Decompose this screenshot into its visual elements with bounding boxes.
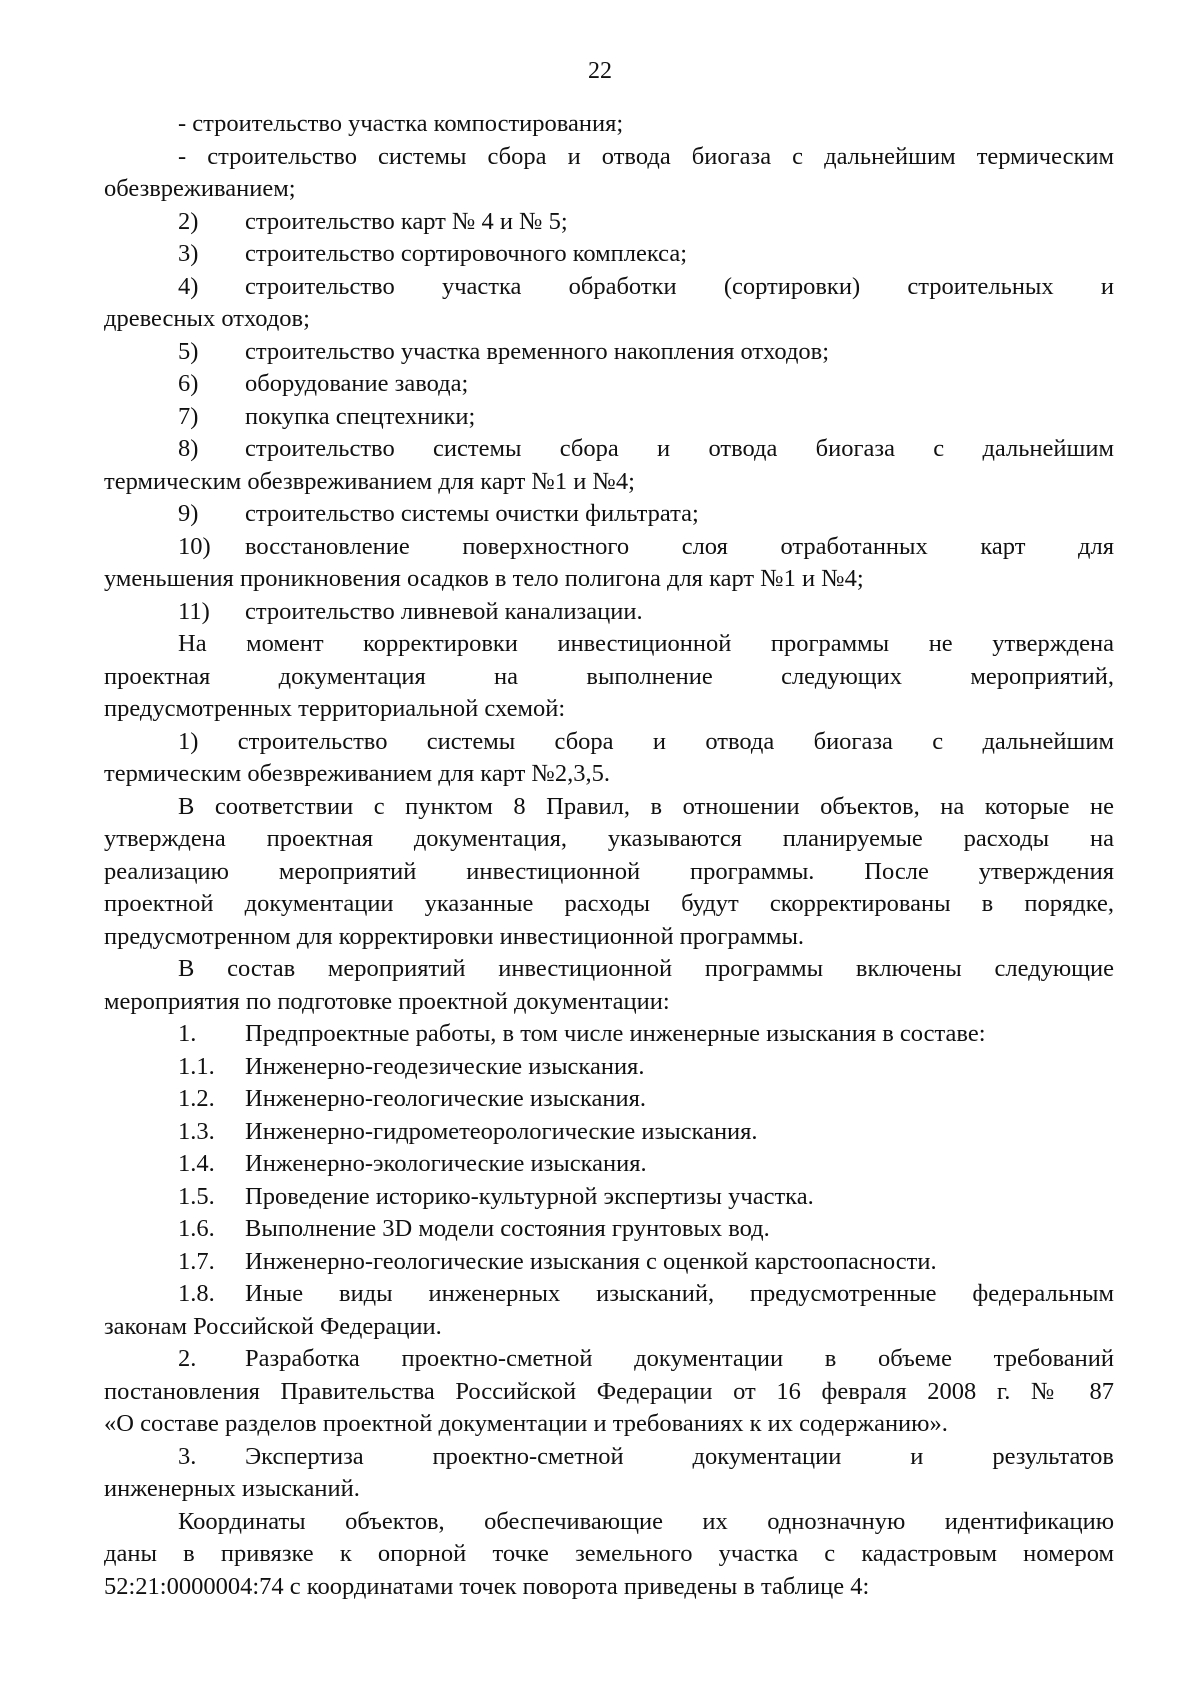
list-text: строительство системы очистки фильтрата; bbox=[245, 500, 699, 527]
list-item bbox=[104, 1246, 1114, 1279]
text-line: - строительство участка компостирования; bbox=[178, 110, 624, 137]
text-line: проектная документация на выполнение следующих мероприятий, bbox=[104, 662, 1114, 690]
document-body bbox=[104, 108, 1114, 1603]
list-number: 2. bbox=[178, 1345, 197, 1372]
text-line: обезвреживанием; bbox=[104, 175, 296, 202]
list-item bbox=[104, 596, 1114, 629]
list-number: 5) bbox=[178, 337, 199, 365]
text-line: уменьшения проникновения осадков в тело полигона для карт №1 и №4; bbox=[104, 565, 864, 592]
list-text: строительство участка временного накопления отходов; bbox=[245, 337, 830, 365]
list-item bbox=[104, 531, 1114, 564]
text-line: В состав мероприятий инвестиционной программы включены следующие bbox=[178, 955, 1114, 982]
text-line: утверждена проектная документация, указываются планируемые расходы на bbox=[104, 825, 1114, 852]
list-number: 11) bbox=[178, 597, 210, 625]
list-item bbox=[104, 1181, 1114, 1214]
text-line: древесных отходов; bbox=[104, 305, 310, 332]
list-text: строительство сортировочного комплекса; bbox=[245, 240, 688, 267]
text-line: постановления Правительства Российской Федерации от 16 февраля 2008 г. № 87 bbox=[104, 1377, 1114, 1405]
list-number: 1.2. bbox=[178, 1085, 215, 1112]
list-number: 1.3. bbox=[178, 1117, 215, 1145]
list-text: Предпроектные работы, в том числе инженерные изыскания в составе: bbox=[245, 1020, 986, 1047]
list-text: Инженерно-геологические изыскания. bbox=[245, 1085, 647, 1112]
text-line: инженерных изысканий. bbox=[104, 1475, 360, 1502]
list-number: 1. bbox=[178, 1020, 197, 1047]
list-item bbox=[104, 1213, 1114, 1246]
text-line: - строительство системы сбора и отвода биогаза с дальнейшим термическим bbox=[178, 142, 1114, 170]
text-line: термическим обезвреживанием для карт №2,3,5. bbox=[104, 760, 610, 787]
list-number: 4) bbox=[178, 272, 199, 300]
list-number: 6) bbox=[178, 370, 199, 397]
list-text: строительство ливневой канализации. bbox=[245, 597, 643, 625]
list-number: 8) bbox=[178, 435, 199, 462]
list-item bbox=[104, 336, 1114, 369]
list-text: строительство карт № 4 и № 5; bbox=[245, 207, 568, 235]
list-text: Инженерно-гидрометеорологические изыскания. bbox=[245, 1117, 758, 1145]
list-item bbox=[104, 206, 1114, 239]
text-line: проектной документации указанные расходы будут скорректированы в порядке, bbox=[104, 890, 1114, 917]
page-number: 22 bbox=[588, 58, 612, 84]
list-text: строительство системы сбора и отвода биогаза с дальнейшим bbox=[245, 435, 1114, 462]
list-number: 1.5. bbox=[178, 1182, 215, 1210]
list-number: 3) bbox=[178, 240, 199, 267]
list-item bbox=[104, 401, 1114, 434]
list-text: Экспертиза проектно-сметной документации и результатов bbox=[245, 1442, 1114, 1470]
list-number: 1.4. bbox=[178, 1150, 215, 1177]
list-text: Разработка проектно-сметной документации в объеме требований bbox=[245, 1345, 1114, 1372]
list-number: 7) bbox=[178, 402, 199, 430]
list-text: Инженерно-экологические изыскания. bbox=[245, 1150, 647, 1177]
list-number: 2) bbox=[178, 207, 199, 235]
list-text: Иные виды инженерных изысканий, предусмотренные федеральным bbox=[245, 1280, 1114, 1307]
text-line: предусмотренных территориальной схемой: bbox=[104, 695, 566, 722]
list-item bbox=[104, 271, 1114, 304]
text-line: «О составе разделов проектной документации и требованиях к их содержанию». bbox=[104, 1410, 948, 1437]
text-line: 1) строительство системы сбора и отвода биогаза с дальнейшим bbox=[178, 727, 1114, 755]
list-text: покупка спецтехники; bbox=[245, 402, 476, 430]
list-text: строительство участка обработки (сортировки) строительных и bbox=[245, 272, 1114, 300]
list-number: 1.6. bbox=[178, 1215, 215, 1242]
list-item bbox=[104, 1083, 1114, 1116]
list-text: Проведение историко-культурной экспертизы участка. bbox=[245, 1182, 814, 1210]
list-item bbox=[104, 498, 1114, 531]
list-number: 1.8. bbox=[178, 1280, 215, 1307]
list-text: Инженерно-геологические изыскания с оценкой карстоопасности. bbox=[245, 1247, 937, 1275]
list-text: восстановление поверхностного слоя отработанных карт для bbox=[245, 532, 1114, 560]
list-item bbox=[104, 1343, 1114, 1376]
list-item bbox=[104, 1116, 1114, 1149]
list-number: 10) bbox=[178, 532, 211, 560]
list-item bbox=[104, 1051, 1114, 1084]
list-number: 1.7. bbox=[178, 1247, 215, 1275]
list-item bbox=[104, 433, 1114, 466]
text-line: законам Российской Федерации. bbox=[104, 1312, 442, 1340]
text-line: На момент корректировки инвестиционной программы не утверждена bbox=[178, 630, 1114, 657]
list-text: Выполнение 3D модели состояния грунтовых вод. bbox=[245, 1215, 770, 1242]
text-line: 52:21:0000004:74 с координатами точек поворота приведены в таблице 4: bbox=[104, 1572, 870, 1600]
list-text: Инженерно-геодезические изыскания. bbox=[245, 1052, 645, 1080]
list-text: оборудование завода; bbox=[245, 370, 469, 397]
list-number: 3. bbox=[178, 1442, 197, 1470]
list-item bbox=[104, 238, 1114, 271]
list-item bbox=[104, 1441, 1114, 1474]
list-item bbox=[104, 1018, 1114, 1051]
text-line: мероприятия по подготовке проектной документации: bbox=[104, 987, 670, 1015]
text-line: Координаты объектов, обеспечивающие их однозначную идентификацию bbox=[178, 1507, 1114, 1535]
list-item bbox=[104, 1278, 1114, 1311]
list-number: 1.1. bbox=[178, 1052, 215, 1080]
list-number: 9) bbox=[178, 500, 199, 527]
text-line: предусмотренном для корректировки инвестиционной программы. bbox=[104, 922, 805, 950]
text-line: В соответствии с пунктом 8 Правил, в отношении объектов, на которые не bbox=[178, 792, 1114, 820]
list-item bbox=[104, 368, 1114, 401]
text-line: термическим обезвреживанием для карт №1 и №4; bbox=[104, 467, 635, 495]
text-line: реализацию мероприятий инвестиционной программы. После утверждения bbox=[104, 857, 1114, 885]
list-item bbox=[104, 1148, 1114, 1181]
text-line: даны в привязке к опорной точке земельного участка с кадастровым номером bbox=[104, 1540, 1114, 1567]
